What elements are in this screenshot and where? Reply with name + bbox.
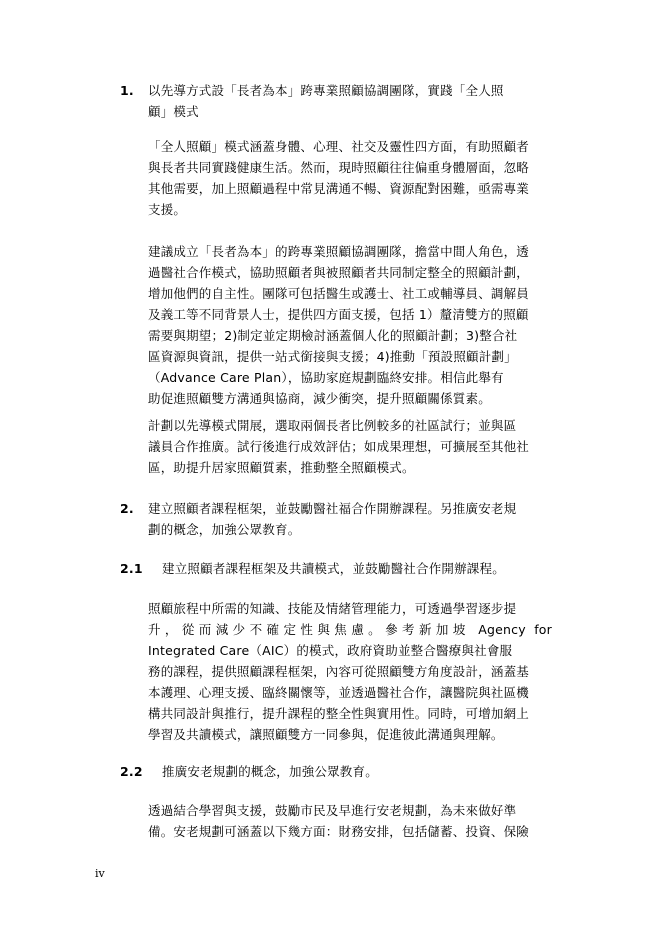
section-2-1-heading <box>120 558 552 579</box>
section-title <box>120 80 552 122</box>
section-number: 2. <box>120 501 134 516</box>
section-title-line: 劃的概念，加強公眾教育。 <box>148 522 301 537</box>
section-title-line: 建立照顧者課程框架，並鼓勵醫社福合作開辦課程。另推廣安老規 <box>148 501 517 516</box>
section-1-paragraph-1 <box>148 136 552 220</box>
section-title-line: 以先導方式設「長者為本」跨專業照顧協調團隊，實踐「全人照 <box>148 83 504 98</box>
text-line: （Advance Care Plan），協助家庭規劃臨終安排。相信此舉有 <box>148 370 504 385</box>
text-line: 本護理、心理支援、臨終關懷等，並透過醫社合作，讓醫院與社區機 <box>148 685 530 700</box>
text-line: 及義工等不同背景人士，提供四方面支援，包括 1）釐清雙方的照顧 <box>148 307 529 322</box>
page-number: iv <box>95 867 105 880</box>
text-line: 區，助提升居家照顧質素，推動整全照顧模式。 <box>148 460 415 475</box>
section-title: 建立照顧者課程框架及共讀模式，並鼓勵醫社合作開辦課程。 <box>162 561 505 576</box>
section-2-2-heading <box>120 761 552 782</box>
text-line: 支援。 <box>148 202 187 217</box>
section-number: 2.2 <box>120 764 143 779</box>
text-line: 過醫社合作模式，協助照顧者與被照顧者共同制定整全的照顧計劃， <box>148 265 530 280</box>
text-line: 與長者共同實踐健康生活。然而，現時照顧往往偏重身體層面，忽略 <box>148 160 530 175</box>
text-line: 其他需要，加上照顧過程中常見溝通不暢、資源配對困難，亟需專業 <box>148 181 530 196</box>
text-line: 備。安老規劃可涵蓋以下幾方面：財務安排，包括儲蓄、投資、保險 <box>148 824 530 839</box>
section-1-paragraph-3 <box>148 415 552 478</box>
section-2-1-paragraph <box>148 598 552 745</box>
section-title: 推廣安老規劃的概念，加強公眾教育。 <box>162 764 378 779</box>
text-line: 務的課程，提供照顧課程框架，內容可從照顧雙方角度設計，涵蓋基 <box>148 664 530 679</box>
section-number: 2.1 <box>120 561 143 576</box>
section-1-paragraph-2 <box>148 241 552 409</box>
text-line: 助促進照顧雙方溝通與協商，減少衝突，提升照顧關係質素。 <box>148 391 491 406</box>
text-line: 區資源與資訊，提供一站式銜接與支援；4)推動「預設照顧計劃」 <box>148 349 517 364</box>
section-title-line: 顧」模式 <box>148 104 199 119</box>
section-1-heading <box>120 80 552 122</box>
section-title <box>120 498 552 540</box>
text-line: 透過結合學習與支援，鼓勵市民及早進行安老規劃，為未來做好準 <box>148 803 517 818</box>
text-line: 構共同設計與推行，提升課程的整全性與實用性。同時，可增加網上 <box>148 706 530 721</box>
text-line: 議員合作推廣。試行後進行成效評估；如成果理想，可擴展至其他社 <box>148 439 530 454</box>
text-line: 計劃以先導模式開展，選取兩個長者比例較多的社區試行；並與區 <box>148 418 517 433</box>
text-line: 增加他們的自主性。團隊可包括醫生或護士、社工或輔導員、調解員 <box>148 286 530 301</box>
text-line: Integrated Care（AIC）的模式，政府資助並整合醫療與社會服 <box>148 643 513 658</box>
text-line: 需要與期望；2)制定並定期檢討涵蓋個人化的照顧計劃；3)整合社 <box>148 328 518 343</box>
text-line: 照顧旅程中所需的知識、技能及情緒管理能力，可透過學習逐步提 <box>148 601 517 616</box>
text-line: 建議成立「長者為本」的跨專業照顧協調團隊，擔當中間人角色，透 <box>148 244 530 259</box>
text-line: 學習及共讀模式，讓照顧雙方一同參與，促進彼此溝通與理解。 <box>148 727 504 742</box>
text-line: 「全人照顧」模式涵蓋身體、心理、社交及靈性四方面，有助照顧者 <box>148 139 530 154</box>
section-2-heading <box>120 498 552 540</box>
section-number: 1. <box>120 83 134 98</box>
text-line: 升，從而減少不確定性與焦慮。參考新加坡 Agency for <box>148 622 552 637</box>
section-2-2-paragraph <box>148 800 552 842</box>
